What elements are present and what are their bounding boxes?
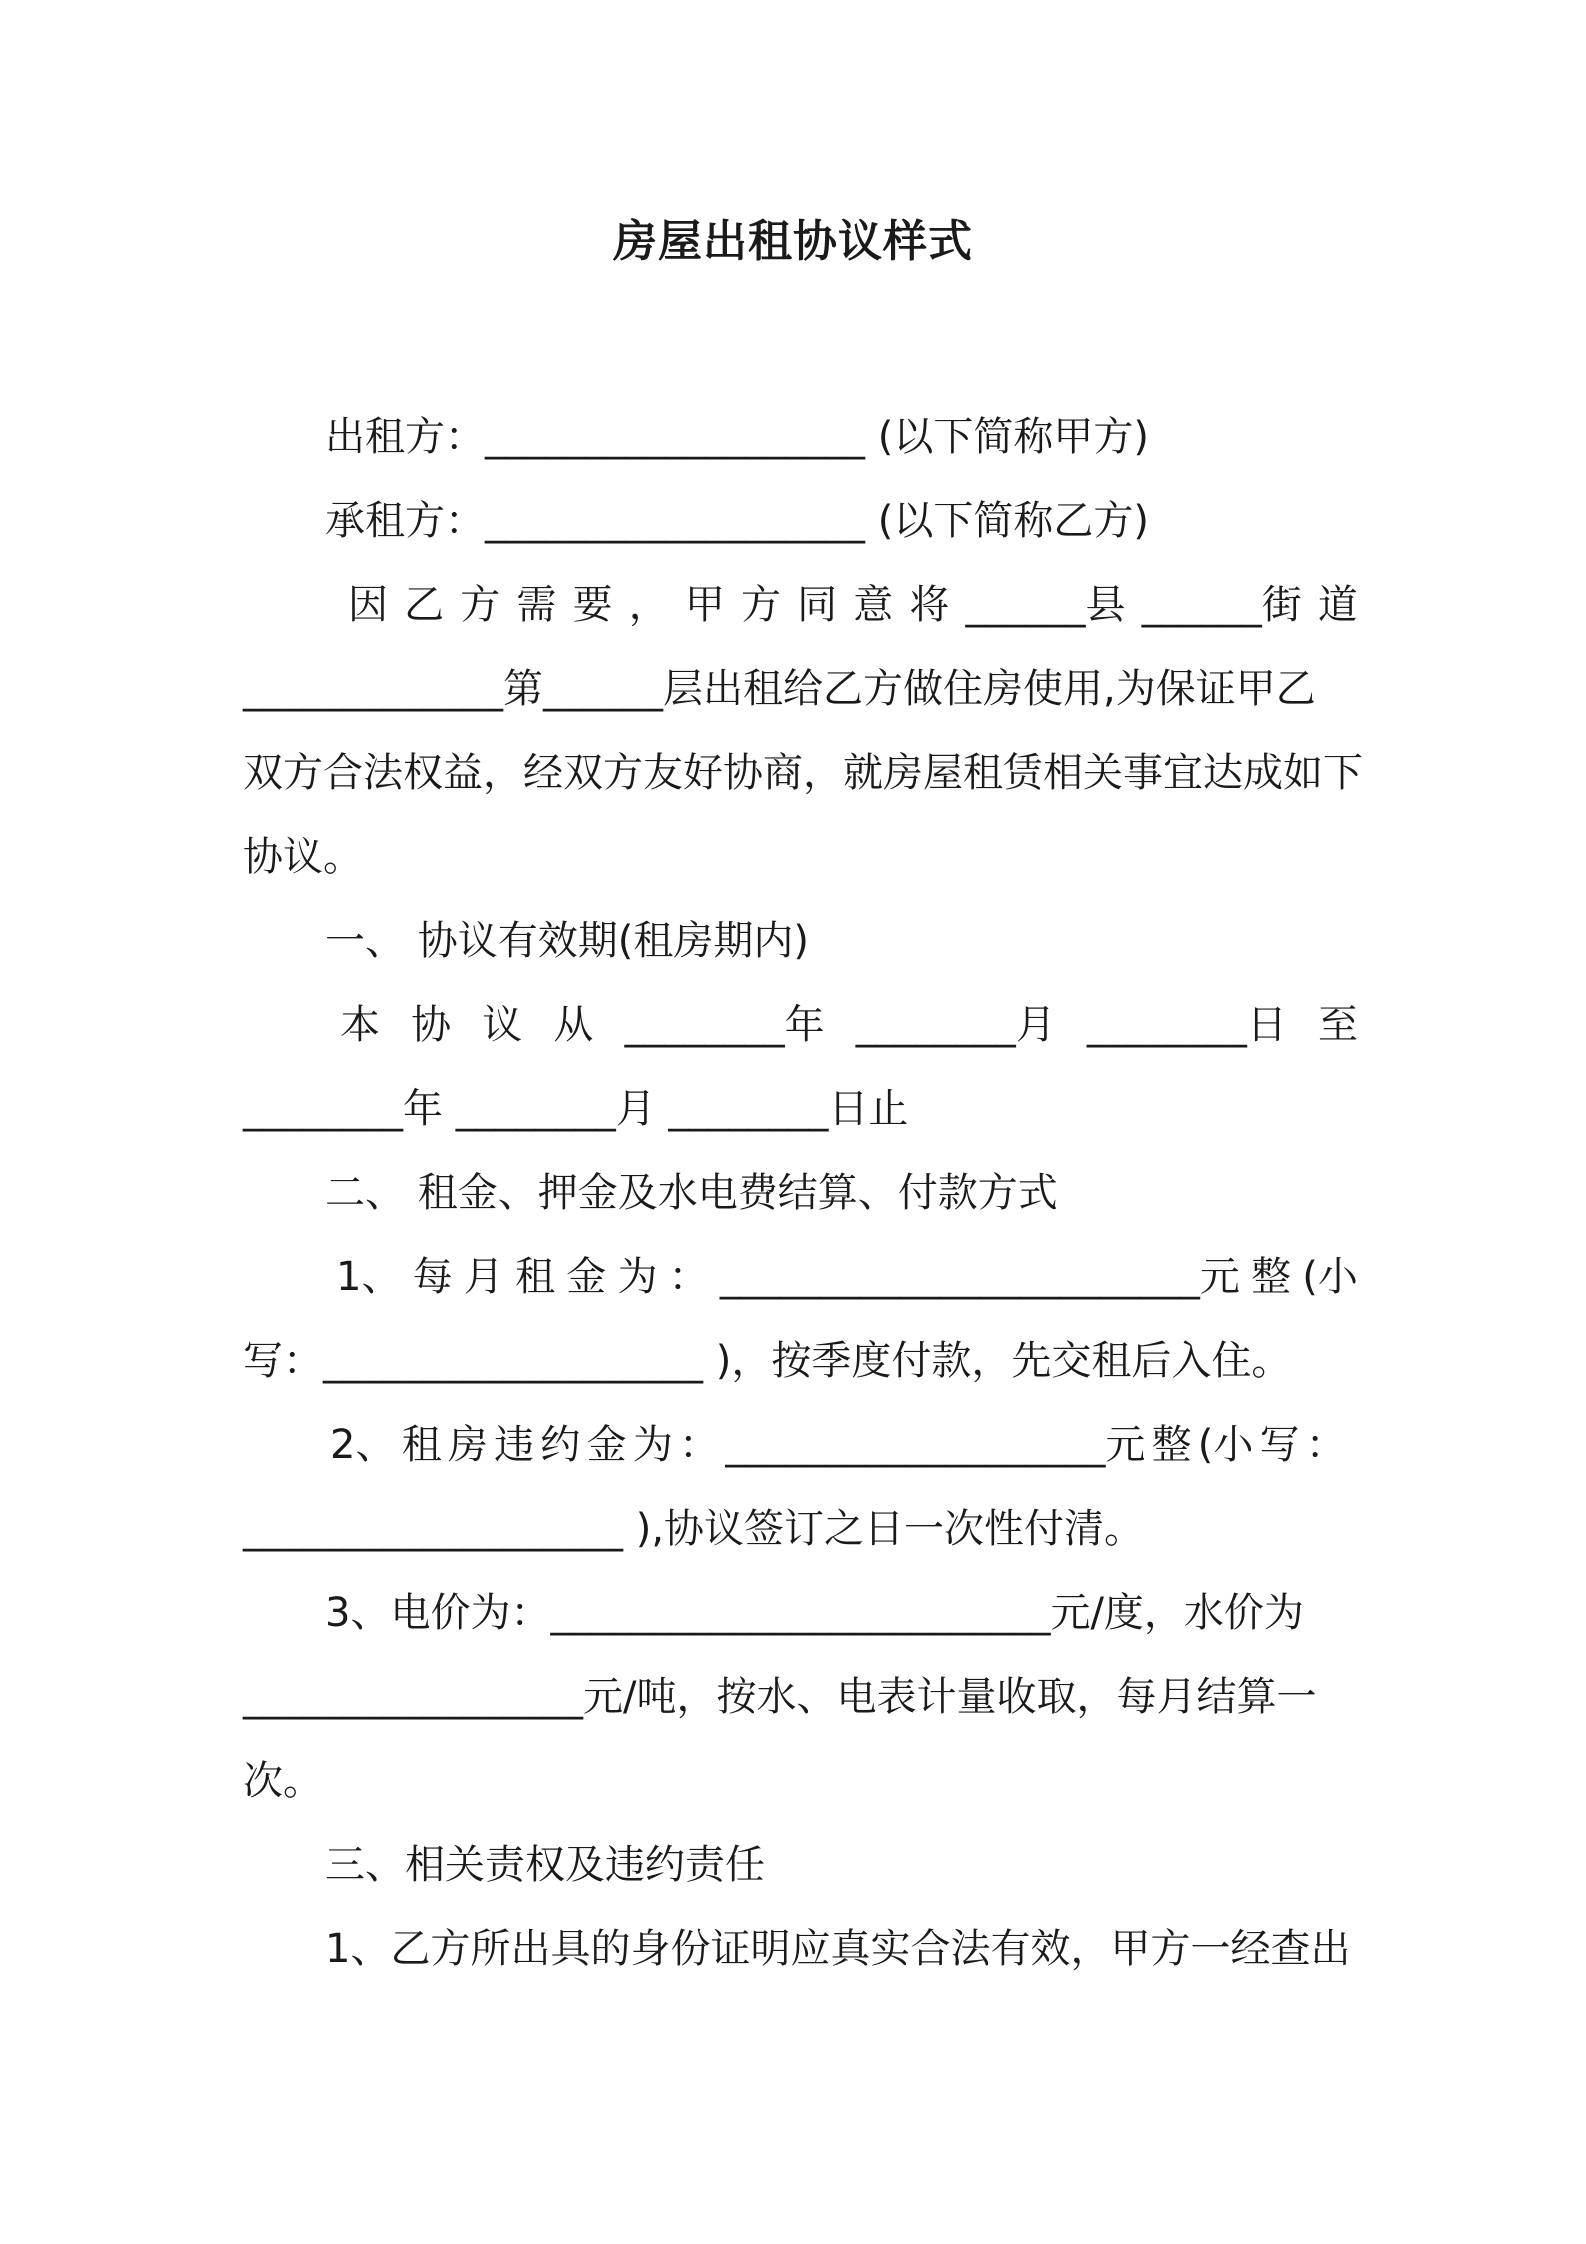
- penalty-word: 金: [586, 1422, 627, 1468]
- rent-line-2: 写：___________________ )，按季度付款，先交租后入住。: [243, 1338, 1292, 1384]
- penalty-word: 房: [447, 1422, 488, 1468]
- penalty-word: 为: [632, 1422, 673, 1468]
- term-word: 从: [553, 1002, 594, 1048]
- section-1-line-1: [340, 997, 1358, 1053]
- rent-word: 1、: [336, 1254, 402, 1300]
- rent-word: ________________________元: [719, 1254, 1240, 1300]
- term-word: ________日: [1086, 1002, 1287, 1048]
- lessor-line: 出租方：___________________ (以下简称甲方): [325, 414, 1149, 460]
- intro-word: 甲: [684, 582, 725, 628]
- utility-line-2: _________________元/吨，按水、电表计量收取，每月结算一: [243, 1674, 1317, 1720]
- penalty-word: (小: [1197, 1422, 1254, 1468]
- intro-line-1: [348, 577, 1358, 633]
- rent-word: 月: [463, 1254, 504, 1300]
- intro-word: 道: [1317, 582, 1358, 628]
- penalty-line-1: [330, 1417, 1346, 1473]
- rent-word: ：: [668, 1254, 709, 1300]
- section-2-heading: 二、 租金、押金及水电费结算、付款方式: [325, 1170, 1058, 1216]
- intro-word: 方: [460, 582, 501, 628]
- intro-line-4: 协议。: [243, 834, 363, 880]
- section-3-heading: 三、相关责权及违约责任: [325, 1842, 765, 1888]
- section-1-heading: 一、 协议有效期(租房期内): [325, 918, 809, 964]
- utility-line-1: 3、电价为：_________________________元/度，水价为: [325, 1590, 1304, 1636]
- intro-word: ______街: [1141, 582, 1302, 628]
- intro-word: 因: [348, 582, 388, 628]
- term-word: 至: [1317, 1002, 1358, 1048]
- term-word: ________年: [624, 1002, 825, 1048]
- document-title: 房屋出租协议样式: [613, 216, 973, 267]
- rent-word: 每: [412, 1254, 453, 1300]
- penalty-word: 2、: [330, 1422, 396, 1468]
- intro-word: 同: [797, 582, 838, 628]
- penalty-word: ：: [679, 1422, 720, 1468]
- intro-word: ______县: [965, 582, 1126, 628]
- penalty-word: 租: [401, 1422, 442, 1468]
- term-word: ________月: [855, 1002, 1056, 1048]
- rent-word: (小: [1302, 1254, 1358, 1300]
- term-word: 协: [411, 1002, 452, 1048]
- term-word: 议: [482, 1002, 523, 1048]
- section-1-line-2: ________年 ________月 ________日止: [243, 1086, 909, 1132]
- penalty-word: 约: [540, 1422, 581, 1468]
- intro-line-3: 双方合法权益，经双方友好协商，就房屋租赁相关事宜达成如下: [243, 750, 1363, 796]
- rent-word: 为: [617, 1254, 658, 1300]
- intro-word: 要: [572, 582, 613, 628]
- penalty-word: 写: [1259, 1422, 1300, 1468]
- rent-line-1: [336, 1249, 1358, 1305]
- intro-word: 意: [853, 582, 894, 628]
- intro-word: 乙: [404, 582, 445, 628]
- intro-word: 方: [740, 582, 781, 628]
- penalty-word: 整: [1151, 1422, 1192, 1468]
- penalty-word: 违: [494, 1422, 535, 1468]
- section-3-clause-1: 1、乙方所出具的身份证明应真实合法有效，甲方一经查出: [325, 1926, 1351, 1972]
- intro-line-2: _____________第______层出租给乙方做住房使用,为保证甲乙: [243, 666, 1316, 712]
- intro-word: 将: [909, 582, 950, 628]
- rent-word: 金: [566, 1254, 607, 1300]
- intro-word: ，: [628, 582, 669, 628]
- rent-word: 租: [515, 1254, 556, 1300]
- lessee-line: 承租方：___________________ (以下简称乙方): [325, 498, 1149, 544]
- rent-word: 整: [1251, 1254, 1292, 1300]
- penalty-word: ：: [1305, 1422, 1346, 1468]
- intro-word: 需: [516, 582, 557, 628]
- utility-line-3: 次。: [243, 1758, 323, 1804]
- term-word: 本: [340, 1002, 380, 1048]
- penalty-line-2: ___________________ ),协议签订之日一次性付清。: [243, 1506, 1145, 1552]
- penalty-word: ___________________元: [725, 1422, 1146, 1468]
